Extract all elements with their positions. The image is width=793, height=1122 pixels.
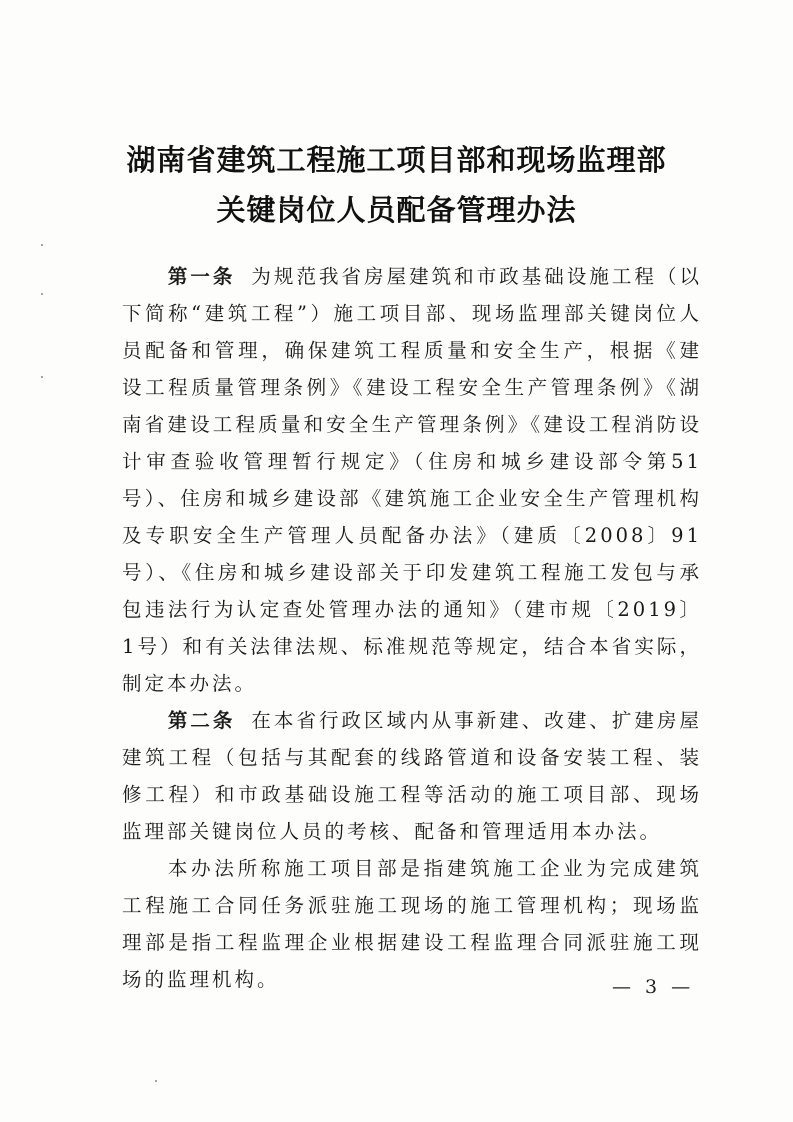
article-2-number: 第二条 xyxy=(167,709,236,732)
scan-speck xyxy=(41,244,43,246)
paragraph-3: 本办法所称施工项目部是指建筑施工企业为完成建筑工程施工合同任务派驻施工现场的施工管理机构；现场监理部是指工程监理企业根据建设工程监理合同派驻施工现场的监理机构。 xyxy=(122,857,702,991)
scan-speck xyxy=(155,1080,157,1082)
document-title-line-1: 湖南省建筑工程施工项目部和现场监理部 xyxy=(126,143,667,177)
scan-speck xyxy=(41,293,43,295)
article-1 xyxy=(122,258,702,702)
page-number: — 3 — xyxy=(612,976,695,998)
document-title-line-2: 关键岗位人员配备管理办法 xyxy=(216,193,577,227)
article-2-text: 在本省行政区域内从事新建、改建、扩建房屋建筑工程（包括与其配套的线路管道和设备安装工程、装修工程）和市政基础设施工程等活动的施工项目部、现场监理部关键岗位人员的考核、配备和管理适用本办法。 xyxy=(122,709,702,843)
article-1-number: 第一条 xyxy=(167,265,236,288)
article-1-text: 为规范我省房屋建筑和市政基础设施工程（以下简称“建筑工程”）施工项目部、现场监理部关键岗位人员配备和管理，确保建筑工程质量和安全生产，根据《建设工程质量管理条例》《建设工程安全生产管理条例》《湖南省建设工程质量和安全生产管理条例》《建设工程消防设计审查验收管理暂行规定》（住房和城乡建设部令第51号）、住房和城乡建设部《建筑施工企业安全生产管理机构及专职安全生产管理人员配备办法》（建质〔2008〕91号）、《住房和城乡建设部关于印发建筑工程施工发包与承包违法行为认定查处管理办法的通知》（建市规〔2019〕1号）和有关法律法规、标准规范等规定，结合本省实际，制定本办法。 xyxy=(122,265,702,695)
scan-speck xyxy=(41,376,43,378)
document-body xyxy=(122,258,702,998)
article-2 xyxy=(122,702,702,850)
